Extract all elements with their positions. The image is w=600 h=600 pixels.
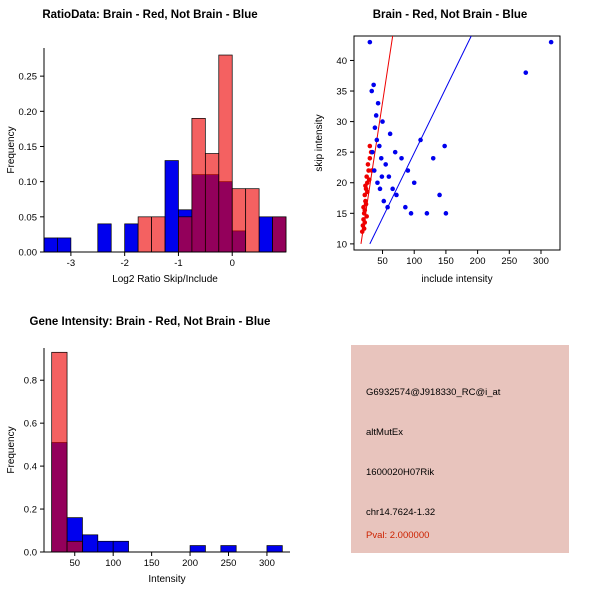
x-tick-label: -3 — [66, 258, 76, 269]
scatter-point — [431, 156, 436, 161]
scatter-point — [368, 156, 373, 161]
y-tick-label: 0.10 — [18, 177, 37, 189]
panel3-plot — [0, 300, 340, 600]
histogram-bar — [125, 224, 138, 252]
panel3-title: Gene Intensity: Brain - Red, Not Brain - Blue — [29, 316, 271, 328]
scatter-point — [383, 162, 388, 167]
y-axis-label: Frequency — [6, 126, 17, 174]
y-tick-label: 10 — [336, 239, 347, 251]
histogram-bar — [221, 546, 236, 552]
scatter-point — [394, 193, 399, 198]
info-event: altMutEx — [366, 427, 403, 438]
scatter-point — [371, 83, 376, 88]
scatter-point — [385, 205, 390, 210]
scatter-point — [365, 190, 370, 195]
scatter-point — [549, 40, 554, 45]
scatter-point — [380, 174, 385, 179]
y-tick-label: 0.20 — [18, 106, 37, 118]
x-tick-label: 150 — [143, 558, 160, 569]
x-axis-label: Intensity — [148, 574, 186, 585]
scatter-point — [425, 211, 430, 216]
scatter-point — [364, 214, 369, 219]
y-axis-label: Frequency — [6, 426, 17, 474]
y-tick-label: 0.8 — [23, 375, 37, 387]
scatter-point — [367, 177, 372, 182]
scatter-point — [380, 119, 385, 124]
x-tick-label: 300 — [259, 558, 275, 569]
histogram-bar — [259, 217, 272, 252]
x-axis-label: include intensity — [421, 274, 493, 285]
panel-histogram-log2-ratio — [0, 0, 300, 300]
panel2-title: Brain - Red, Not Brain - Blue — [372, 9, 528, 21]
y-tick-label: 15 — [336, 208, 347, 220]
y-tick-label: 30 — [336, 117, 347, 129]
x-tick-label: 200 — [182, 558, 198, 569]
histogram-bar — [52, 352, 67, 552]
scatter-point — [363, 184, 368, 189]
scatter-point — [390, 187, 395, 192]
y-tick-label: 0.15 — [18, 141, 37, 153]
panel2-plot — [300, 0, 600, 300]
info-probe: G6932574@J918330_RC@i_at — [366, 387, 501, 398]
scatter-point — [375, 180, 380, 185]
scatter-point — [368, 144, 373, 149]
scatter-point — [409, 211, 414, 216]
x-tick-label: 0 — [229, 258, 235, 269]
scatter-point — [442, 144, 447, 149]
scatter-point — [376, 101, 381, 106]
histogram-bar — [190, 546, 205, 552]
x-tick-label: -2 — [120, 258, 129, 269]
plot-frame — [354, 36, 560, 250]
panel-histogram-gene-intensity — [0, 300, 340, 600]
x-tick-label: 300 — [533, 256, 549, 267]
scatter-point — [369, 89, 374, 94]
scatter-point — [368, 40, 373, 45]
histogram-bar — [44, 238, 57, 252]
scatter-point — [378, 187, 383, 192]
scatter-point — [403, 205, 408, 210]
scatter-point — [388, 132, 393, 137]
x-tick-label: 150 — [437, 256, 454, 267]
y-tick-label: 0.25 — [18, 71, 37, 83]
scatter-point — [379, 156, 384, 161]
scatter-point — [375, 138, 380, 143]
y-tick-label: 35 — [336, 86, 347, 98]
scatter-point — [444, 211, 449, 216]
histogram-bar — [192, 118, 205, 252]
scatter-point — [418, 138, 423, 143]
histogram-bar — [98, 224, 111, 252]
histogram-bar — [232, 189, 245, 252]
histogram-bar — [67, 541, 82, 552]
scatter-point — [381, 199, 386, 204]
scatter-point — [366, 162, 371, 167]
y-tick-label: 0.05 — [18, 212, 37, 224]
histogram-bar — [57, 238, 70, 252]
histogram-bar — [246, 189, 259, 252]
scatter-point — [372, 168, 377, 173]
histogram-bar — [178, 217, 191, 252]
y-tick-label: 0.2 — [23, 504, 37, 516]
scatter-point — [393, 150, 398, 155]
x-tick-label: 50 — [69, 558, 81, 569]
scatter-point — [406, 168, 411, 173]
info-locus: chr14.7624-1.32 — [366, 507, 436, 518]
y-axis-label: skip intensity — [314, 114, 325, 172]
y-tick-label: 0.6 — [23, 418, 37, 430]
y-tick-label: 0.4 — [23, 461, 37, 473]
y-tick-label: 0.0 — [23, 547, 37, 559]
info-pval: Pval: 2.000000 — [366, 530, 430, 541]
panel1-title: RatioData: Brain - Red, Not Brain - Blue — [42, 9, 258, 21]
panel-scatter — [300, 0, 600, 300]
scatter-point — [523, 70, 528, 75]
histogram-bar — [152, 217, 165, 252]
x-tick-label: -1 — [174, 258, 183, 269]
x-tick-label: 50 — [377, 256, 388, 267]
histogram-bar — [138, 217, 151, 252]
scatter-point — [370, 150, 375, 155]
scatter-point — [399, 156, 404, 161]
scatter-point — [364, 202, 369, 207]
info-gene: 1600020H07Rik — [366, 467, 435, 478]
x-tick-label: 200 — [469, 256, 486, 267]
scatter-point — [374, 113, 379, 118]
scatter-point — [412, 180, 417, 185]
x-axis-label: Log2 Ratio Skip/Include — [112, 274, 218, 285]
x-tick-label: 100 — [406, 256, 423, 267]
histogram-bar — [165, 161, 178, 252]
scatter-point — [387, 174, 392, 179]
y-tick-label: 25 — [336, 147, 347, 159]
panel1-plot — [0, 0, 300, 300]
info-panel — [351, 345, 569, 553]
histogram-bar — [219, 55, 232, 252]
histogram-bar — [267, 546, 282, 552]
scatter-point — [373, 125, 378, 130]
histogram-bar — [113, 541, 128, 552]
scatter-point — [377, 144, 382, 149]
y-tick-label: 20 — [336, 178, 347, 190]
y-tick-label: 40 — [336, 55, 347, 67]
x-tick-label: 250 — [220, 558, 237, 569]
x-tick-label: 250 — [501, 256, 518, 267]
histogram-bar — [273, 217, 286, 252]
y-tick-label: 0.00 — [18, 247, 37, 259]
scatter-point — [362, 226, 367, 231]
histogram-bar — [205, 154, 218, 252]
x-tick-label: 100 — [105, 558, 122, 569]
scatter-point — [437, 193, 442, 198]
scatter-point — [362, 220, 367, 225]
histogram-bar — [82, 535, 97, 552]
histogram-bar — [98, 541, 113, 552]
